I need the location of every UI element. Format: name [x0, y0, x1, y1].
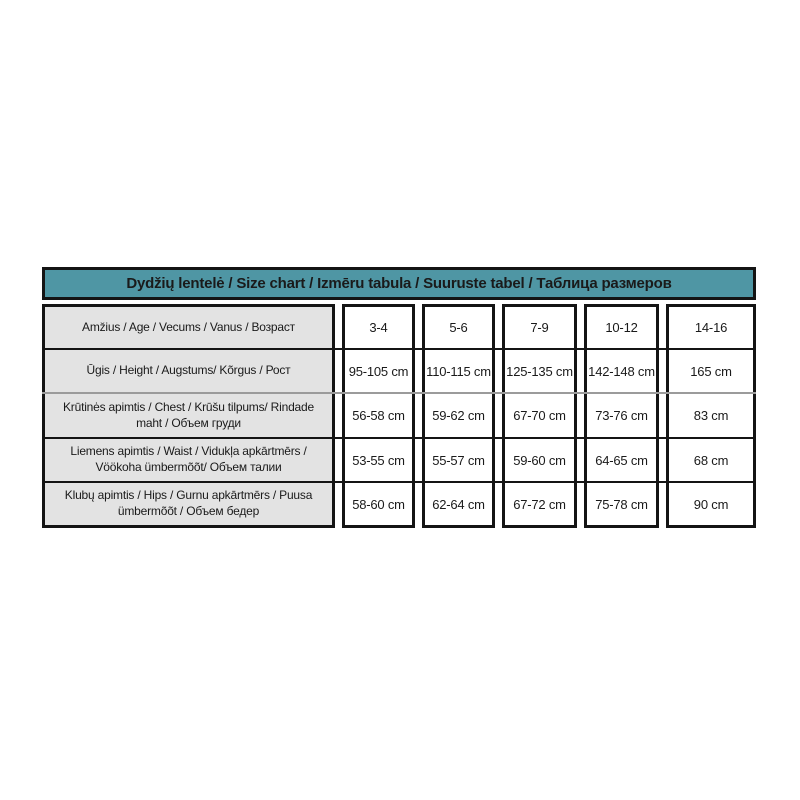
waist-value-col4: 64-65 cm: [584, 439, 659, 481]
row-label-waist: Liemens apimtis / Waist / Vidukļa apkārtmērs / Vöökoha ümbermõõt/ Объем талии: [42, 439, 335, 481]
chest-value-col5: 83 cm: [666, 394, 756, 437]
age-value-col5: 14-16: [666, 304, 756, 348]
chest-value-col2: 59-62 cm: [422, 394, 495, 437]
height-value-col2: 110-115 cm: [422, 350, 495, 392]
age-value-col1: 3-4: [342, 304, 415, 348]
size-chart-body: [42, 304, 756, 528]
hips-value-col1: 58-60 cm: [342, 483, 415, 528]
hips-value-col2: 62-64 cm: [422, 483, 495, 528]
row-label-age: Amžius / Age / Vecums / Vanus / Возраст: [42, 304, 335, 348]
chest-value-col4: 73-76 cm: [584, 394, 659, 437]
hips-value-col5: 90 cm: [666, 483, 756, 528]
height-value-col3: 125-135 cm: [502, 350, 577, 392]
waist-value-col2: 55-57 cm: [422, 439, 495, 481]
hips-value-col3: 67-72 cm: [502, 483, 577, 528]
table-row-height: [42, 350, 756, 394]
waist-value-col5: 68 cm: [666, 439, 756, 481]
size-chart-table: [42, 267, 756, 528]
height-value-col1: 95-105 cm: [342, 350, 415, 392]
chest-value-col3: 67-70 cm: [502, 394, 577, 437]
table-row-chest: [42, 394, 756, 439]
hips-value-col4: 75-78 cm: [584, 483, 659, 528]
table-row-waist: [42, 439, 756, 483]
waist-value-col1: 53-55 cm: [342, 439, 415, 481]
age-value-col2: 5-6: [422, 304, 495, 348]
age-value-col4: 10-12: [584, 304, 659, 348]
row-label-chest: Krūtinės apimtis / Chest / Krūšu tilpums/ Rindade maht / Объем груди: [42, 394, 335, 437]
height-value-col5: 165 cm: [666, 350, 756, 392]
chest-value-col1: 56-58 cm: [342, 394, 415, 437]
waist-value-col3: 59-60 cm: [502, 439, 577, 481]
age-value-col3: 7-9: [502, 304, 577, 348]
height-value-col4: 142-148 cm: [584, 350, 659, 392]
row-label-height: Ūgis / Height / Augstums/ Kõrgus / Рост: [42, 350, 335, 392]
table-row-hips: [42, 483, 756, 528]
size-chart-title: Dydžių lentelė / Size chart / Izmēru tabula / Suuruste tabel / Таблица размеров: [42, 267, 756, 300]
table-row-age: [42, 304, 756, 350]
row-label-hips: Klubų apimtis / Hips / Gurnu apkārtmērs / Puusa ümbermõõt / Объем бедер: [42, 483, 335, 528]
